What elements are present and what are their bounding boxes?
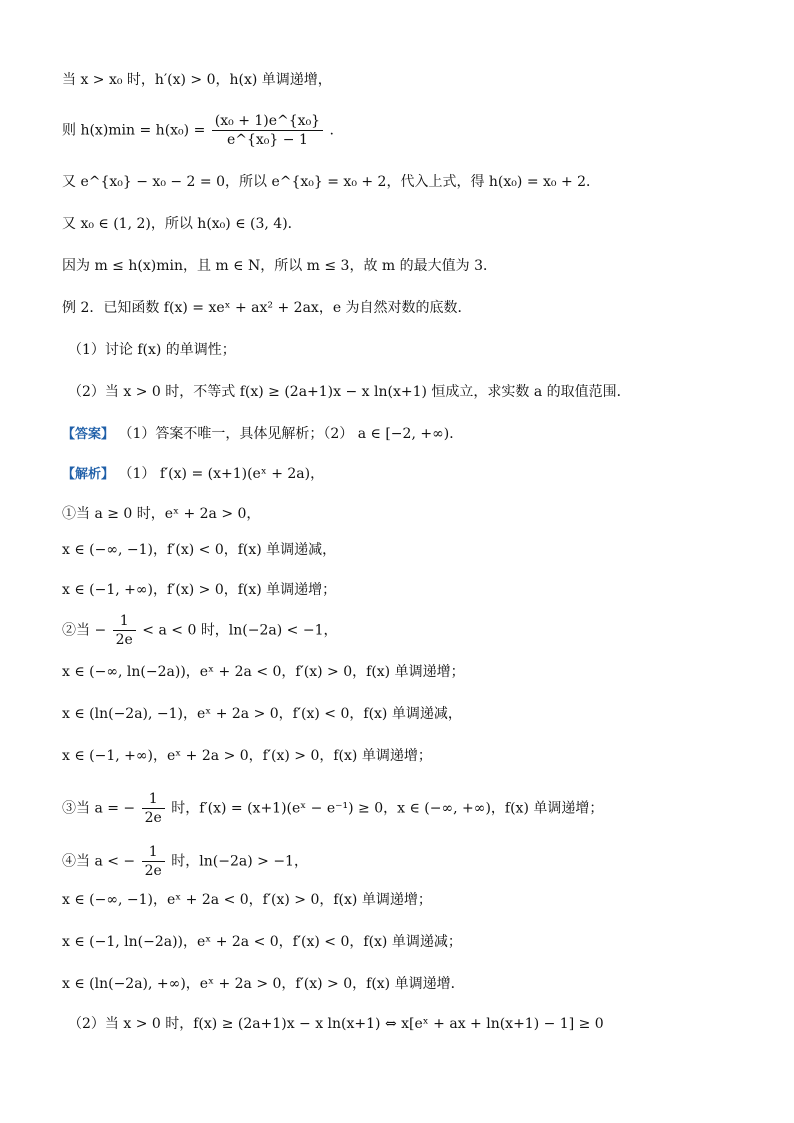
text-line: x ∈ (ln(−2a), +∞)，eˣ + 2a > 0，f′(x) > 0，f(x) 单调递增． bbox=[62, 976, 465, 992]
analysis-tag: 【解析】 bbox=[62, 467, 115, 482]
analysis-line: 【解析】 （1） f′(x) = (x+1)(eˣ + 2a)， bbox=[62, 466, 325, 482]
text-line: x ∈ (−∞, ln(−2a))，eˣ + 2a < 0，f′(x) > 0，f(x) 单调递增； bbox=[62, 664, 465, 680]
question-part-2: （2）当 x > 0 时，不等式 f(x) ≥ (2a+1)x − x ln(x+1) 恒成立，求实数 a 的取值范围． bbox=[68, 384, 631, 400]
text-line: ④当 a < − $\frac{1}{2e}$ 时，ln(−2a) > −1， bbox=[62, 844, 308, 879]
text-line: 当 x > x₀ 时，h′(x) > 0，h(x) 单调递增， bbox=[62, 72, 332, 88]
text-line: 因为 m ≤ h(x)min，且 m ∈ N，所以 m ≤ 3，故 m 的最大值为 3． bbox=[62, 258, 497, 274]
fraction: $\frac{\text{(x₀ + 1)e\textasciicircum{}\{x₀\}}}{\text{e\textasciicircum{}\{x₀\} − 1}}$ bbox=[212, 112, 323, 149]
answer-tag: 【答案】 bbox=[62, 427, 115, 442]
answer-line: 【答案】 （1）答案不唯一，具体见解析；（2） a ∈ [−2, +∞)． bbox=[62, 426, 464, 442]
fraction: $\frac{1}{2e}$ bbox=[113, 612, 136, 649]
text-line: x ∈ (−∞, −1)，f′(x) < 0，f(x) 单调递减， bbox=[62, 542, 337, 558]
text-line: 又 x₀ ∈ (1, 2)，所以 h(x₀) ∈ (3, 4)． bbox=[62, 216, 302, 232]
text-line: x ∈ (−1, +∞)，f′(x) > 0，f(x) 单调递增； bbox=[62, 582, 337, 598]
text-line: （2）当 x > 0 时，f(x) ≥ (2a+1)x − x ln(x+1) ⇔ x[eˣ + ax + ln(x+1) − 1] ≥ 0 bbox=[68, 1016, 604, 1032]
fraction: $\frac{1}{2e}$ bbox=[142, 790, 165, 827]
question-part-1: （1）讨论 f(x) 的单调性； bbox=[68, 342, 236, 358]
example-heading: 例 2．已知函数 f(x) = xeˣ + ax² + 2ax，e 为自然对数的底数． bbox=[62, 300, 472, 316]
text-line: ①当 a ≥ 0 时，eˣ + 2a > 0， bbox=[62, 506, 261, 522]
text-line: ②当 − $\frac{1}{2e}$ < a < 0 时，ln(−2a) < −1， bbox=[62, 613, 338, 648]
text-line: x ∈ (−1, +∞)，eˣ + 2a > 0，f′(x) > 0，f(x) 单调递增； bbox=[62, 748, 432, 764]
text-line: 又 e^{x₀} − x₀ − 2 = 0，所以 e^{x₀} = x₀ + 2，代入上式，得 h(x₀) = x₀ + 2． bbox=[62, 174, 601, 190]
text-line: ③当 a = − $\frac{1}{2e}$ 时，f′(x) = (x+1)(eˣ − e⁻¹) ≥ 0，x ∈ (−∞, +∞)，f(x) 单调递增； bbox=[62, 791, 604, 826]
fraction: $\frac{1}{2e}$ bbox=[142, 843, 165, 880]
text-line: 则 h(x)min = h(x₀) = $\frac{\text{(x₀ + 1)e\textasciicircum{}\{x₀\}}}{\text{e\textasciicircum{}\{x₀\} − 1}}$ . bbox=[62, 113, 334, 148]
text-line: x ∈ (−1, ln(−2a))，eˣ + 2a < 0，f′(x) < 0，f(x) 单调递减； bbox=[62, 934, 462, 950]
text-line: x ∈ (−∞, −1)，eˣ + 2a < 0，f′(x) > 0，f(x) 单调递增； bbox=[62, 892, 432, 908]
text-line: x ∈ (ln(−2a), −1)，eˣ + 2a > 0，f′(x) < 0，f(x) 单调递减， bbox=[62, 706, 462, 722]
